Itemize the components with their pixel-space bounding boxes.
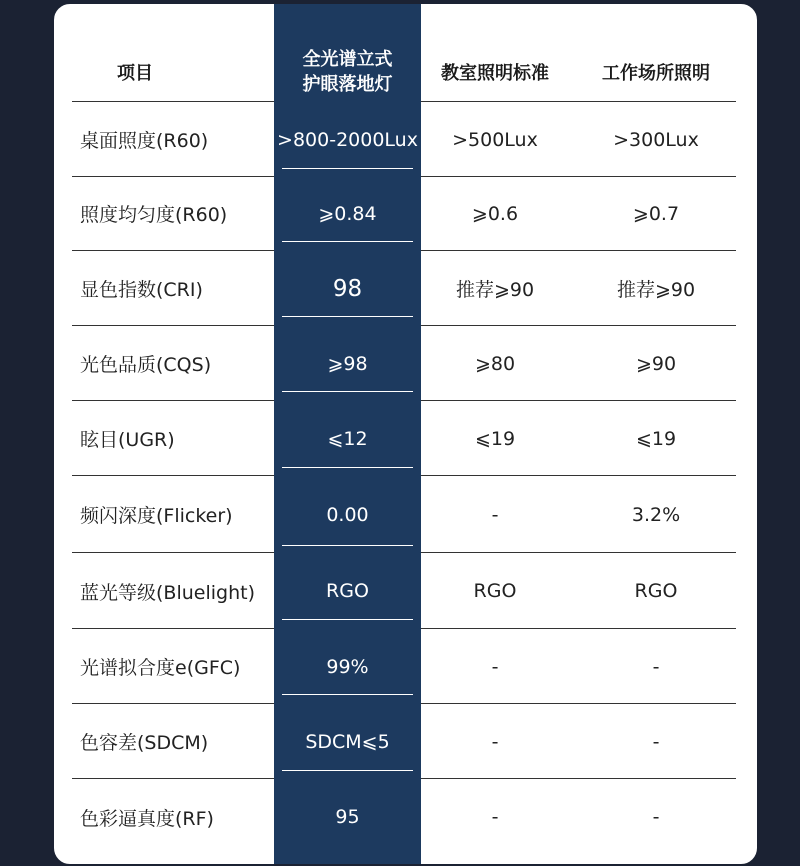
row-label: 桌面照度(R60)	[80, 130, 209, 152]
row-label: 眩目(UGR)	[80, 429, 175, 451]
table-row	[54, 629, 757, 704]
row-label: 显色指数(CRI)	[80, 279, 203, 301]
row-divider	[282, 770, 413, 771]
left-frame-edge	[0, 0, 52, 827]
classroom-value: ⩾80	[474, 352, 516, 375]
row-label: 色容差(SDCM)	[80, 732, 209, 754]
workplace-value: >300Lux	[613, 128, 699, 151]
right-frame-edge	[780, 0, 800, 827]
header-product	[274, 32, 421, 112]
table-row	[54, 553, 757, 629]
header-workplace-lighting: 工作场所照明	[602, 63, 710, 84]
workplace-value: ⩾0.7	[632, 202, 680, 225]
workplace-value: ⩾90	[635, 352, 677, 375]
row-label: 色彩逼真度(RF)	[80, 807, 214, 830]
comparison-table	[52, 2, 759, 866]
lamp-value: 98	[332, 275, 363, 302]
lamp-value: 95	[335, 806, 360, 828]
table-row	[54, 326, 757, 401]
row-divider	[282, 545, 413, 546]
lamp-value: RGO	[326, 580, 369, 602]
table-row	[54, 476, 757, 553]
lamp-value: SDCM⩽5	[305, 730, 390, 753]
table-row	[54, 177, 757, 250]
classroom-value: RGO	[473, 580, 517, 602]
row-divider	[282, 619, 413, 620]
row-divider	[282, 391, 413, 392]
table-row	[54, 779, 757, 855]
workplace-value: 3.2%	[631, 503, 681, 526]
classroom-value: -	[491, 655, 499, 678]
workplace-value: -	[652, 655, 660, 678]
table-row	[54, 401, 757, 476]
lamp-value: ⩽12	[327, 427, 368, 450]
workplace-value: RGO	[634, 580, 678, 602]
header-item: 项目	[117, 63, 153, 84]
table-row	[54, 251, 757, 326]
row-divider	[282, 467, 413, 468]
row-label: 频闪深度(Flicker)	[80, 505, 233, 527]
lamp-value: ⩾98	[327, 352, 368, 375]
row-divider	[282, 241, 413, 242]
header-product-line1: 全光谱立式	[302, 49, 393, 70]
lamp-value: 99%	[326, 655, 369, 678]
classroom-value: -	[491, 503, 499, 526]
row-label: 光色品质(CQS)	[80, 354, 212, 376]
classroom-value: 推荐⩾90	[455, 279, 535, 301]
table-row	[54, 704, 757, 779]
table-header-row	[54, 32, 757, 112]
classroom-value: -	[491, 806, 499, 828]
row-label: 照度均匀度(R60)	[80, 204, 228, 226]
row-divider	[282, 168, 413, 169]
workplace-value: -	[652, 806, 660, 828]
row-divider	[282, 694, 413, 695]
classroom-value: >500Lux	[452, 128, 538, 151]
lamp-value: ⩾0.84	[318, 202, 377, 225]
row-divider	[282, 316, 413, 317]
lamp-value: 0.00	[326, 503, 369, 526]
workplace-value: ⩽19	[635, 427, 677, 450]
row-label: 蓝光等级(Bluelight)	[80, 581, 255, 604]
lamp-value: >800-2000Lux	[277, 128, 418, 151]
header-product-line2: 护眼落地灯	[302, 74, 393, 95]
table-row	[54, 102, 757, 177]
workplace-value: -	[652, 730, 660, 753]
workplace-value: 推荐⩾90	[616, 279, 696, 301]
classroom-value: -	[491, 730, 499, 753]
header-classroom-standard: 教室照明标准	[441, 63, 549, 84]
classroom-value: ⩽19	[474, 427, 516, 450]
classroom-value: ⩾0.6	[471, 202, 519, 225]
row-label: 光谱拟合度e(GFC)	[80, 657, 241, 679]
